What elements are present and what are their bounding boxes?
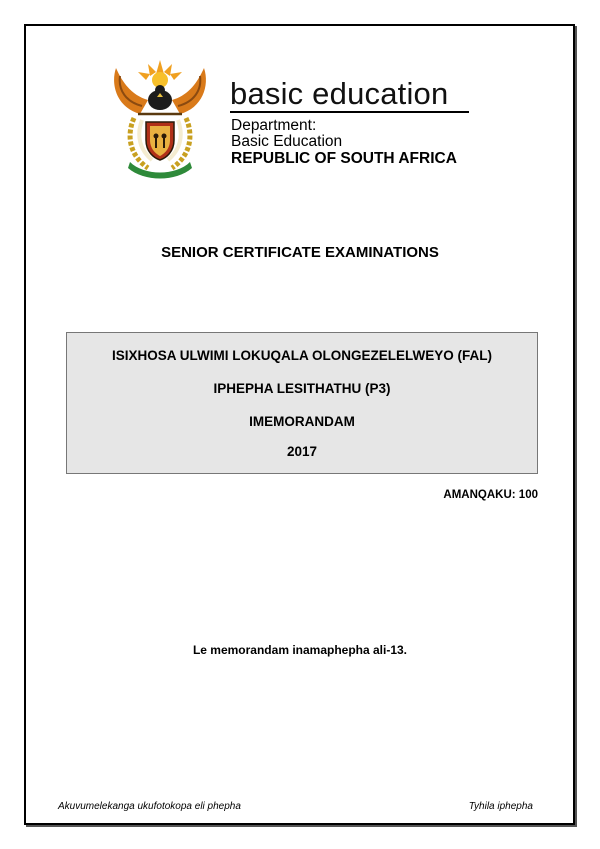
paper-title: IPHEPHA LESITHATHU (P3)	[213, 381, 391, 396]
subject-box	[66, 332, 538, 474]
country-name: REPUBLIC OF SOUTH AFRICA	[231, 150, 457, 167]
exam-year: 2017	[286, 444, 318, 459]
document-type: IMEMORANDAM	[249, 414, 355, 429]
footer-copyright-note: Akuvumelekanga ukufotokopa eli phepha	[58, 801, 241, 812]
brand-underline	[230, 111, 469, 113]
footer-turn-page: Tyhila iphepha	[468, 801, 533, 812]
department-name: Basic Education	[231, 133, 343, 150]
exam-heading: SENIOR CERTIFICATE EXAMINATIONS	[161, 244, 439, 261]
page-count-note: Le memorandam inamaphepha ali-13.	[192, 643, 408, 657]
total-marks: AMANQAKU: 100	[443, 489, 538, 501]
coat-of-arms-icon	[108, 56, 212, 180]
subject-title: ISIXHOSA ULWIMI LOKUQALA OLONGEZELELWEYO (FAL)	[112, 348, 492, 363]
brand-title: basic education	[230, 76, 449, 111]
department-label: Department:	[231, 117, 317, 134]
